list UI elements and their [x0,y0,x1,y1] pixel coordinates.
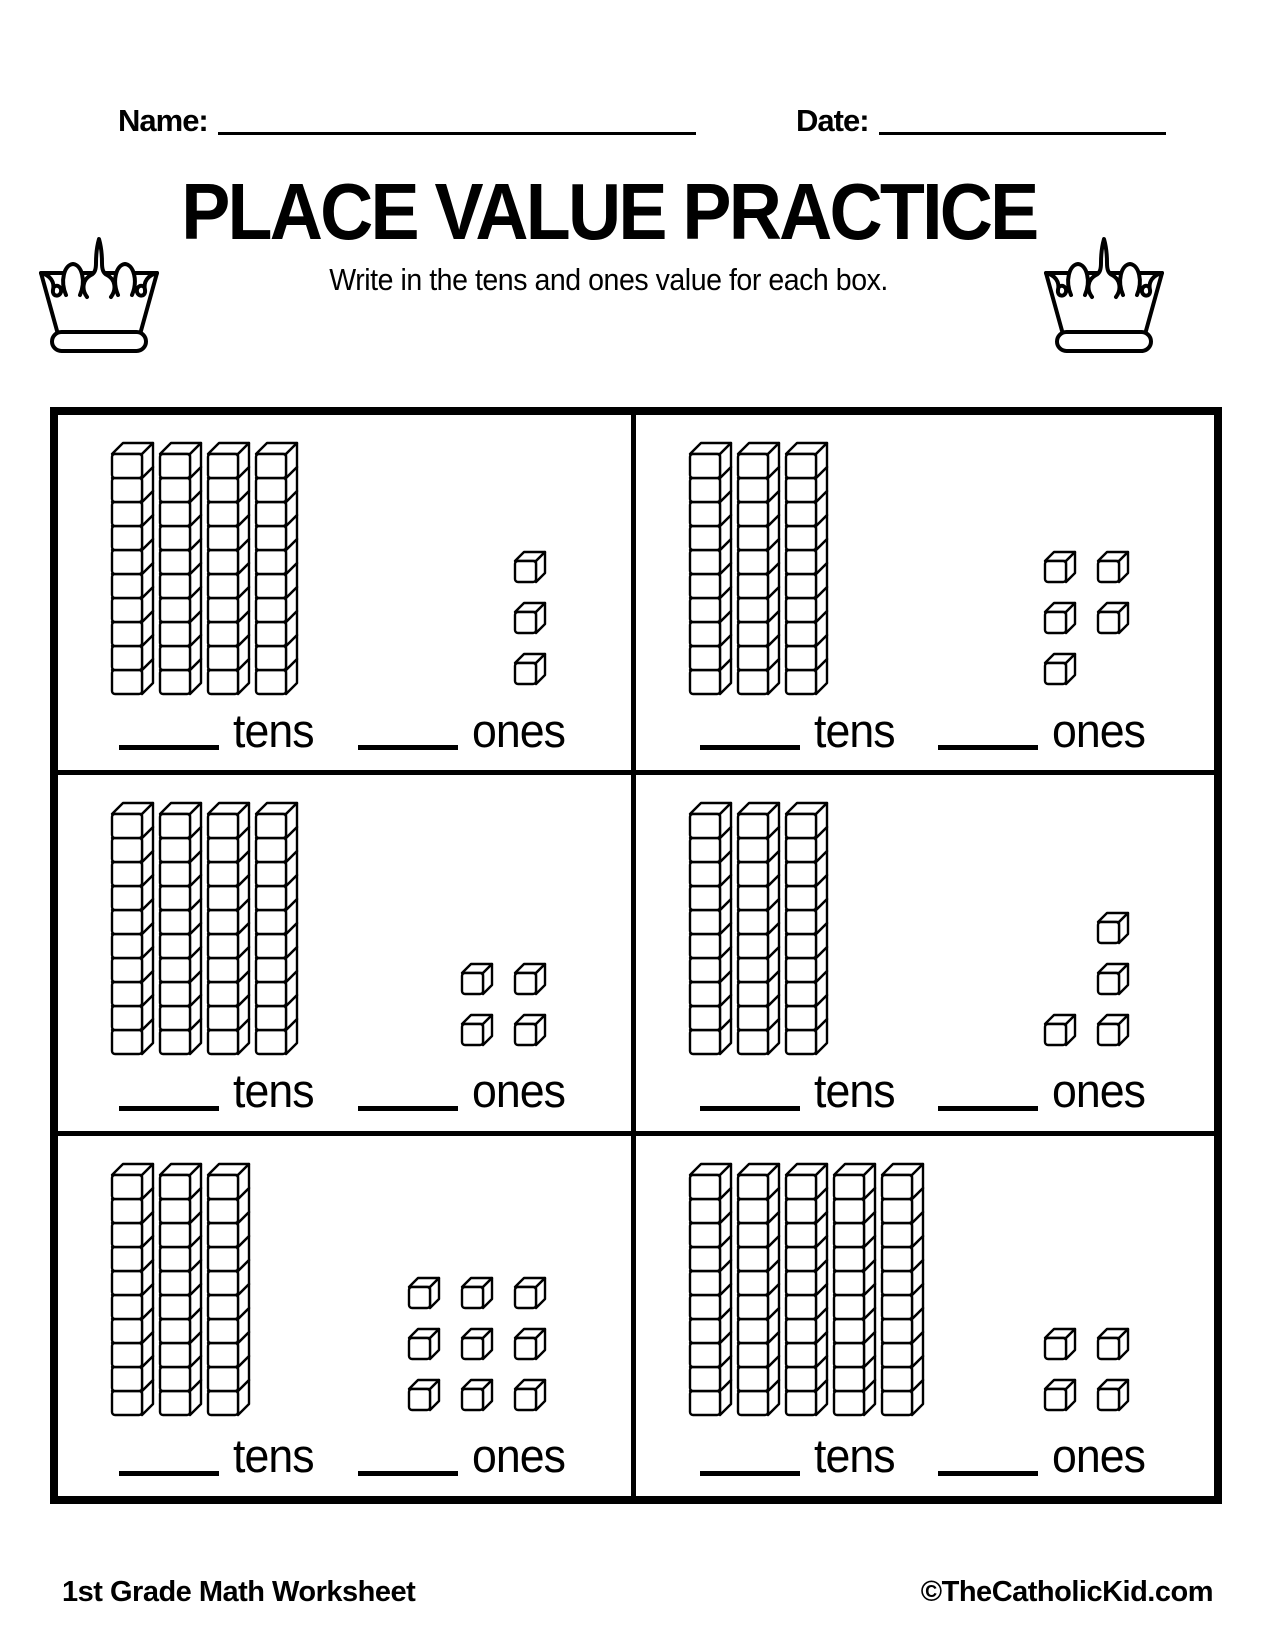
place-value-cell [58,1136,636,1496]
ones-label: ones [1052,703,1146,757]
tens-answer-blank[interactable] [700,1102,800,1111]
ones-label: ones [471,703,565,757]
answer-row [636,703,1214,757]
ones-answer-blank[interactable] [358,1102,458,1111]
tens-label: tens [233,703,314,757]
answer-row [636,1064,1214,1118]
tens-answer-blank[interactable] [119,1467,219,1476]
ones-cubes-figure [1043,1327,1130,1412]
ones-cubes-figure [407,1276,547,1412]
ones-answer-blank[interactable] [938,1102,1038,1111]
tens-rods-figure [688,801,829,1056]
tens-answer-blank[interactable] [700,741,800,750]
place-value-cell [636,775,1214,1135]
tens-label: tens [233,1064,314,1118]
name-field [118,105,696,136]
tens-label: tens [813,1429,895,1483]
tens-rods-figure [110,801,299,1056]
ones-cubes-figure [1043,911,1130,1047]
problems-grid [50,407,1222,1504]
ones-cubes-figure [460,962,547,1047]
ones-answer-blank[interactable] [358,741,458,750]
ones-answer-blank[interactable] [938,1467,1038,1476]
ones-label: ones [1052,1429,1146,1483]
answer-row [58,703,631,757]
tens-label: tens [813,703,895,757]
page-subtitle: Write in the tens and ones value for each box. [329,262,889,297]
tens-rods-figure [110,1162,251,1417]
place-value-cell [636,415,1214,775]
answer-row [58,1064,631,1118]
date-label: Date: [796,103,869,138]
place-value-cell [636,1136,1214,1496]
tens-answer-blank[interactable] [119,1102,219,1111]
ones-cubes-figure [1043,550,1130,686]
place-value-cell [58,415,636,775]
place-value-cell [58,775,636,1135]
name-fill-line[interactable] [218,132,696,135]
answer-row [58,1429,631,1483]
tens-label: tens [233,1429,314,1483]
tens-answer-blank[interactable] [119,741,219,750]
tens-rods-figure [110,441,299,696]
tens-answer-blank[interactable] [700,1467,800,1476]
ones-label: ones [471,1064,565,1118]
ones-answer-blank[interactable] [938,741,1038,750]
ones-label: ones [1052,1064,1146,1118]
page-title: PLACE VALUE PRACTICE [181,167,1037,256]
ones-answer-blank[interactable] [358,1467,458,1476]
title-block [0,167,1218,297]
date-fill-line[interactable] [879,132,1166,135]
footer-worksheet-type: 1st Grade Math Worksheet [62,1576,416,1608]
tens-rods-figure [688,441,829,696]
ones-label: ones [471,1429,565,1483]
name-label: Name: [118,103,208,138]
ones-cubes-figure [513,550,547,686]
tens-label: tens [813,1064,895,1118]
answer-row [636,1429,1214,1483]
date-field [796,105,1166,136]
footer-copyright: ©TheCatholicKid.com [920,1576,1213,1608]
tens-rods-figure [688,1162,925,1417]
